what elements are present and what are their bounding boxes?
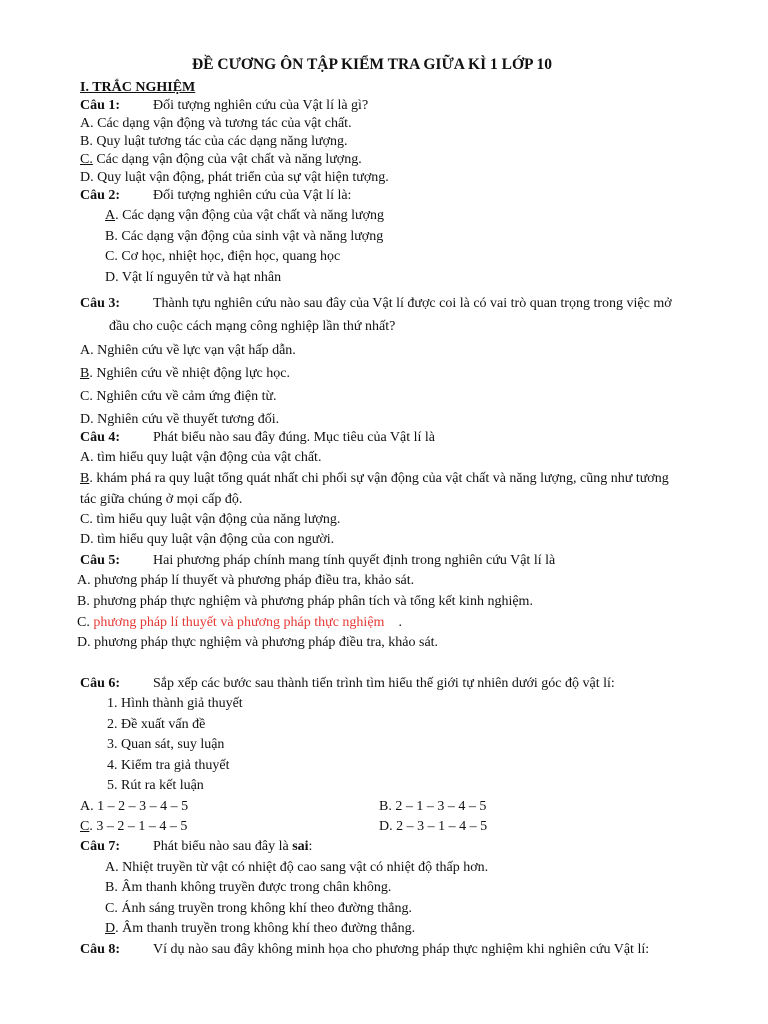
question-7-option-d: D. Âm thanh truyền trong không khí theo đường thẳng. — [105, 921, 416, 936]
question-2-option-a: A. Các dạng vận động của vật chất và năng lượng — [105, 208, 384, 223]
question-2-option-b: B. Các dạng vận động của sinh vật và năng lượng — [105, 229, 384, 244]
question-2-label: Câu 2: — [80, 188, 121, 203]
question-6-step: 3. Quan sát, suy luận — [107, 737, 225, 752]
question-6-option-d: D. 2 – 3 – 1 – 4 – 5 — [379, 819, 488, 834]
question-3-option-b: B. Nghiên cứu về nhiệt động lực học. — [80, 366, 290, 381]
question-2-option-c: C. Cơ học, nhiệt học, điện học, quang học — [105, 249, 341, 264]
question-1-option-c: C. Các dạng vận động của vật chất và năng lượng. — [80, 152, 362, 167]
highlighted-answer: phương pháp lí thuyết và phương pháp thực nghiệm — [93, 615, 385, 630]
question-4-option-b-line-2: tác giữa chúng ở mọi cấp độ. — [80, 492, 243, 507]
question-6-step: 1. Hình thành giả thuyết — [107, 696, 243, 711]
question-3-option-a: A. Nghiên cứu về lực vạn vật hấp dẫn. — [80, 343, 296, 358]
answer-key-marker: A — [105, 208, 116, 223]
question-4-option-b-line-1: B. khám phá ra quy luật tổng quát nhất chi phối sự vận động của vật chất và năng lượng, cũng như tương — [80, 471, 669, 486]
question-8-text: Ví dụ nào sau đây không minh họa cho phương pháp thực nghiệm khi nghiên cứu Vật lí: — [153, 942, 650, 957]
question-1-option-a: A. Các dạng vận động và tương tác của vật chất. — [80, 116, 352, 131]
question-6-step: 5. Rút ra kết luận — [107, 778, 204, 793]
question-1-text: Đối tượng nghiên cứu của Vật lí là gì? — [153, 98, 369, 113]
question-3-text-line-1: Thành tựu nghiên cứu nào sau đây của Vật lí được coi là có vai trò quan trọng trong việc mở — [153, 296, 672, 311]
question-1-option-d: D. Quy luật vận động, phát triển của sự vật hiện tượng. — [80, 170, 389, 185]
question-3-option-c: C. Nghiên cứu về cảm ứng điện từ. — [80, 389, 277, 404]
question-5-option-a: A. phương pháp lí thuyết và phương pháp điều tra, khảo sát. — [77, 573, 415, 588]
question-1-label: Câu 1: — [80, 98, 121, 113]
question-6-option-a: A. 1 – 2 – 3 – 4 – 5 — [80, 799, 189, 814]
question-6-step: 2. Đề xuất vấn đề — [107, 717, 206, 732]
question-7-option-c: C. Ánh sáng truyền trong không khí theo đường thẳng. — [105, 901, 413, 916]
section-heading: I. TRẮC NGHIỆM — [80, 80, 196, 95]
question-4-option-d: D. tìm hiểu quy luật vận động của con người. — [80, 532, 335, 547]
question-6-option-c: C. 3 – 2 – 1 – 4 – 5 — [80, 819, 188, 834]
question-7-option-a: A. Nhiệt truyền từ vật có nhiệt độ cao sang vật có nhiệt độ thấp hơn. — [105, 860, 489, 875]
question-4-label: Câu 4: — [80, 430, 121, 445]
question-3-text-line-2: đầu cho cuộc cách mạng công nghiệp lần thứ nhất? — [109, 319, 396, 334]
question-4-option-a: A. tìm hiểu quy luật vận động của vật chất. — [80, 450, 322, 465]
answer-key-marker: C. — [80, 152, 93, 167]
question-6-step: 4. Kiểm tra giả thuyết — [107, 758, 230, 773]
question-2-option-d: D. Vật lí nguyên tử và hạt nhân — [105, 270, 282, 285]
question-5-label: Câu 5: — [80, 553, 121, 568]
question-1-option-b: B. Quy luật tương tác của các dạng năng lượng. — [80, 134, 348, 149]
question-2-text: Đối tượng nghiên cứu của Vật lí là: — [153, 188, 352, 203]
question-6-text: Sắp xếp các bước sau thành tiến trình tìm hiểu thế giới tự nhiên dưới góc độ vật lí: — [153, 676, 615, 691]
question-7-text: Phát biểu nào sau đây là sai: — [153, 839, 313, 854]
question-7-label: Câu 7: — [80, 839, 121, 854]
question-8-label: Câu 8: — [80, 942, 121, 957]
answer-key-marker: D — [105, 921, 116, 936]
question-5-text: Hai phương pháp chính mang tính quyết định trong nghiên cứu Vật lí là — [153, 553, 556, 568]
question-6-label: Câu 6: — [80, 676, 121, 691]
answer-key-marker: B — [80, 471, 90, 486]
question-4-option-c: C. tìm hiểu quy luật vận động của năng lượng. — [80, 512, 341, 527]
question-3-option-d: D. Nghiên cứu về thuyết tương đối. — [80, 412, 280, 427]
answer-key-marker: C — [80, 819, 90, 834]
question-5-option-b: B. phương pháp thực nghiệm và phương pháp phân tích và tổng kết kinh nghiệm. — [77, 594, 533, 609]
answer-key-marker: B — [80, 366, 90, 381]
question-6-option-b: B. 2 – 1 – 3 – 4 – 5 — [379, 799, 487, 814]
document-title: ĐỀ CƯƠNG ÔN TẬP KIỂM TRA GIỮA KÌ 1 LỚP 10 — [192, 56, 552, 73]
question-3-label: Câu 3: — [80, 296, 121, 311]
question-4-text: Phát biểu nào sau đây đúng. Mục tiêu của Vật lí là — [153, 430, 436, 445]
question-7-option-b: B. Âm thanh không truyền được trong chân không. — [105, 880, 392, 895]
question-5-option-d: D. phương pháp thực nghiệm và phương pháp điều tra, khảo sát. — [77, 635, 439, 650]
question-5-option-c: C. phương pháp lí thuyết và phương pháp thực nghiệm . — [77, 615, 402, 630]
